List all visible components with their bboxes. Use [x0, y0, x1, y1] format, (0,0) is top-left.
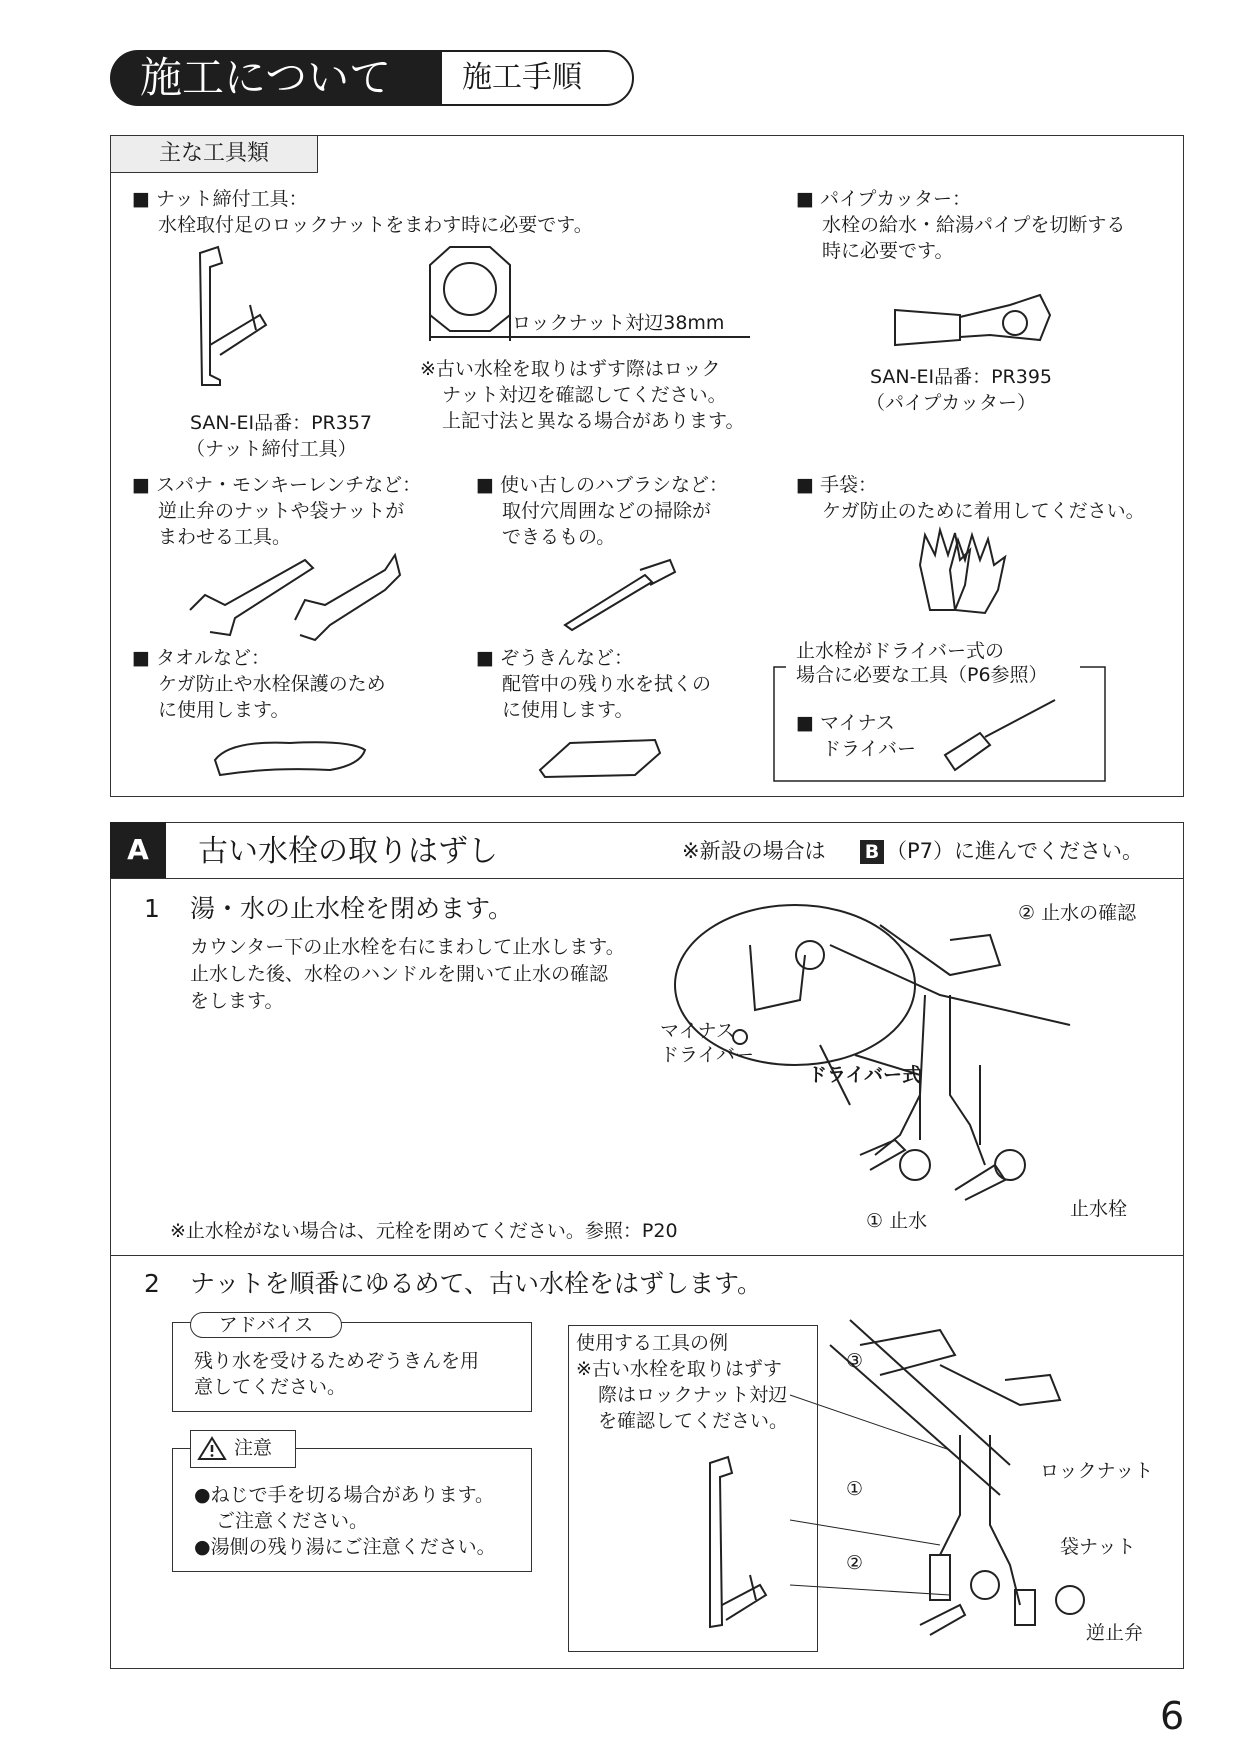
page-title: 施工について	[110, 50, 440, 106]
nut-wrench-example-illustration	[700, 1455, 780, 1635]
page-number: 6	[1160, 1694, 1185, 1738]
brush-desc-1: 取付穴周囲などの掃除が	[502, 500, 712, 522]
towel-desc-1: ケガ防止や水栓保護のため	[158, 673, 386, 695]
nut-wrench-illustration	[190, 245, 290, 395]
section-a-note-pre: ※新設の場合は	[682, 839, 826, 863]
section-a-title: 古い水栓の取りはずし	[198, 834, 498, 869]
section-a-header-divider	[110, 878, 1183, 879]
brush-title: ■ 使い古しのハブラシなど：	[476, 472, 728, 498]
screwdriver-illustration	[940, 695, 1060, 775]
step2-label-locknut: ロックナット	[1040, 1460, 1154, 1482]
nut-tool-product-no: SAN-EI品番：PR357	[190, 412, 373, 434]
driver-box-line-2: 場合に必要な工具（P6参照）	[796, 664, 1048, 686]
spanner-title: ■ スパナ・モンキーレンチなど：	[132, 472, 421, 498]
towel-illustration	[210, 735, 370, 780]
rag-title: ■ ぞうきんなど：	[476, 645, 633, 671]
towel-desc-2: に使用します。	[158, 699, 290, 721]
step1-desc-2: 止水した後、水栓のハンドルを開いて止水の確認	[190, 963, 609, 985]
pipe-cutter-desc-1: 水栓の給水・給湯パイプを切断する	[822, 214, 1126, 236]
warning-icon	[198, 1436, 226, 1460]
brush-desc-2: できるもの。	[502, 526, 616, 548]
caution-text-3: ●湯側の残り湯にご注意ください。	[194, 1536, 496, 1558]
pipe-cutter-desc-2: 時に必要です。	[822, 240, 954, 262]
nut-tool-product-name: （ナット締付工具）	[186, 438, 357, 460]
step1-number: 1	[144, 894, 160, 923]
step-divider	[110, 1255, 1183, 1256]
section-a-note-post: （P7）に進んでください。	[886, 839, 1144, 863]
nut-tool-title: ■ ナット締付工具：	[132, 186, 308, 212]
spanner-illustration	[185, 550, 405, 640]
step2-title: ナットを順番にゆるめて、古い水栓をはずします。	[190, 1269, 763, 1298]
advice-text-2: 意してください。	[194, 1376, 347, 1398]
nut-tool-note-1: ※古い水栓を取りはずす際はロック	[420, 358, 721, 380]
step1-label-stop: ① 止水	[866, 1210, 928, 1232]
caution-text-1: ●ねじで手を切る場合があります。	[194, 1484, 495, 1506]
nut-tool-note-3: 上記寸法と異なる場合があります。	[442, 410, 745, 432]
nut-tool-note-2: ナット対辺を確認してください。	[442, 384, 727, 406]
tool-example-note-1: ※古い水栓を取りはずす	[576, 1358, 782, 1380]
tools-label: 主な工具類	[110, 135, 318, 173]
advice-label: アドバイス	[190, 1312, 342, 1338]
step1-note: ※止水栓がない場合は、元栓を閉めてください。参照：P20	[170, 1220, 678, 1242]
driver-item-1: ■ マイナス	[796, 710, 895, 736]
towel-title: ■ タオルなど：	[132, 645, 270, 671]
step2-num-1: ①	[846, 1478, 864, 1500]
step2-num-3: ③	[846, 1350, 864, 1372]
spanner-desc-1: 逆止弁のナットや袋ナットが	[158, 500, 405, 522]
pipe-cutter-illustration	[890, 285, 1060, 365]
advice-text-1: 残り水を受けるためぞうきんを用	[194, 1350, 480, 1372]
step1-desc-1: カウンター下の止水栓を右にまわして止水します。	[190, 936, 625, 958]
step2-label-fukuro-nut: 袋ナット	[1060, 1536, 1136, 1558]
toothbrush-illustration	[560, 560, 680, 630]
rag-desc-2: に使用します。	[502, 699, 634, 721]
driver-box-line-1: 止水栓がドライバー式の	[796, 640, 1005, 662]
gloves-illustration	[910, 525, 1010, 615]
step2-num-2: ②	[846, 1552, 864, 1574]
page-subtitle: 施工手順	[440, 50, 634, 106]
nut-tool-desc: 水栓取付足のロックナットをまわす時に必要です。	[158, 214, 593, 236]
caution-label: 注意	[234, 1437, 273, 1459]
step1-title: 湯・水の止水栓を閉めます。	[190, 894, 514, 923]
rag-desc-1: 配管中の残り水を拭くの	[502, 673, 712, 695]
step2-number: 2	[144, 1269, 160, 1298]
rag-illustration	[535, 735, 665, 780]
gloves-title: ■ 手袋：	[796, 472, 877, 498]
step1-label-minus-1: マイナス	[660, 1020, 735, 1042]
step1-label-confirm: ② 止水の確認	[1018, 902, 1137, 924]
section-a-letter: A	[110, 822, 166, 878]
locknut-dimension-label: ロックナット対辺38mm	[512, 312, 725, 334]
tool-example-title: 使用する工具の例	[576, 1332, 729, 1354]
tool-example-note-2: 際はロックナット対辺	[598, 1384, 788, 1406]
tool-example-note-3: を確認してください。	[598, 1410, 789, 1432]
driver-item-2: ドライバー	[822, 738, 917, 760]
pipe-cutter-title: ■ パイプカッター：	[796, 186, 971, 212]
step1-label-driver-type: ドライバー式	[808, 1064, 922, 1086]
gloves-desc: ケガ防止のために着用してください。	[822, 500, 1145, 522]
spanner-desc-2: まわせる工具。	[158, 526, 292, 548]
step1-label-valve: 止水栓	[1070, 1198, 1128, 1220]
pipe-cutter-product-no: SAN-EI品番：PR395	[870, 366, 1053, 388]
caution-text-2: ご注意ください。	[216, 1510, 369, 1532]
step1-desc-3: をします。	[190, 990, 284, 1012]
step1-label-minus-2: ドライバー	[660, 1044, 755, 1066]
step2-label-check-valve: 逆止弁	[1086, 1622, 1144, 1644]
section-a-note-letter: B	[860, 840, 884, 864]
pipe-cutter-product-name: （パイプカッター）	[866, 392, 1037, 414]
